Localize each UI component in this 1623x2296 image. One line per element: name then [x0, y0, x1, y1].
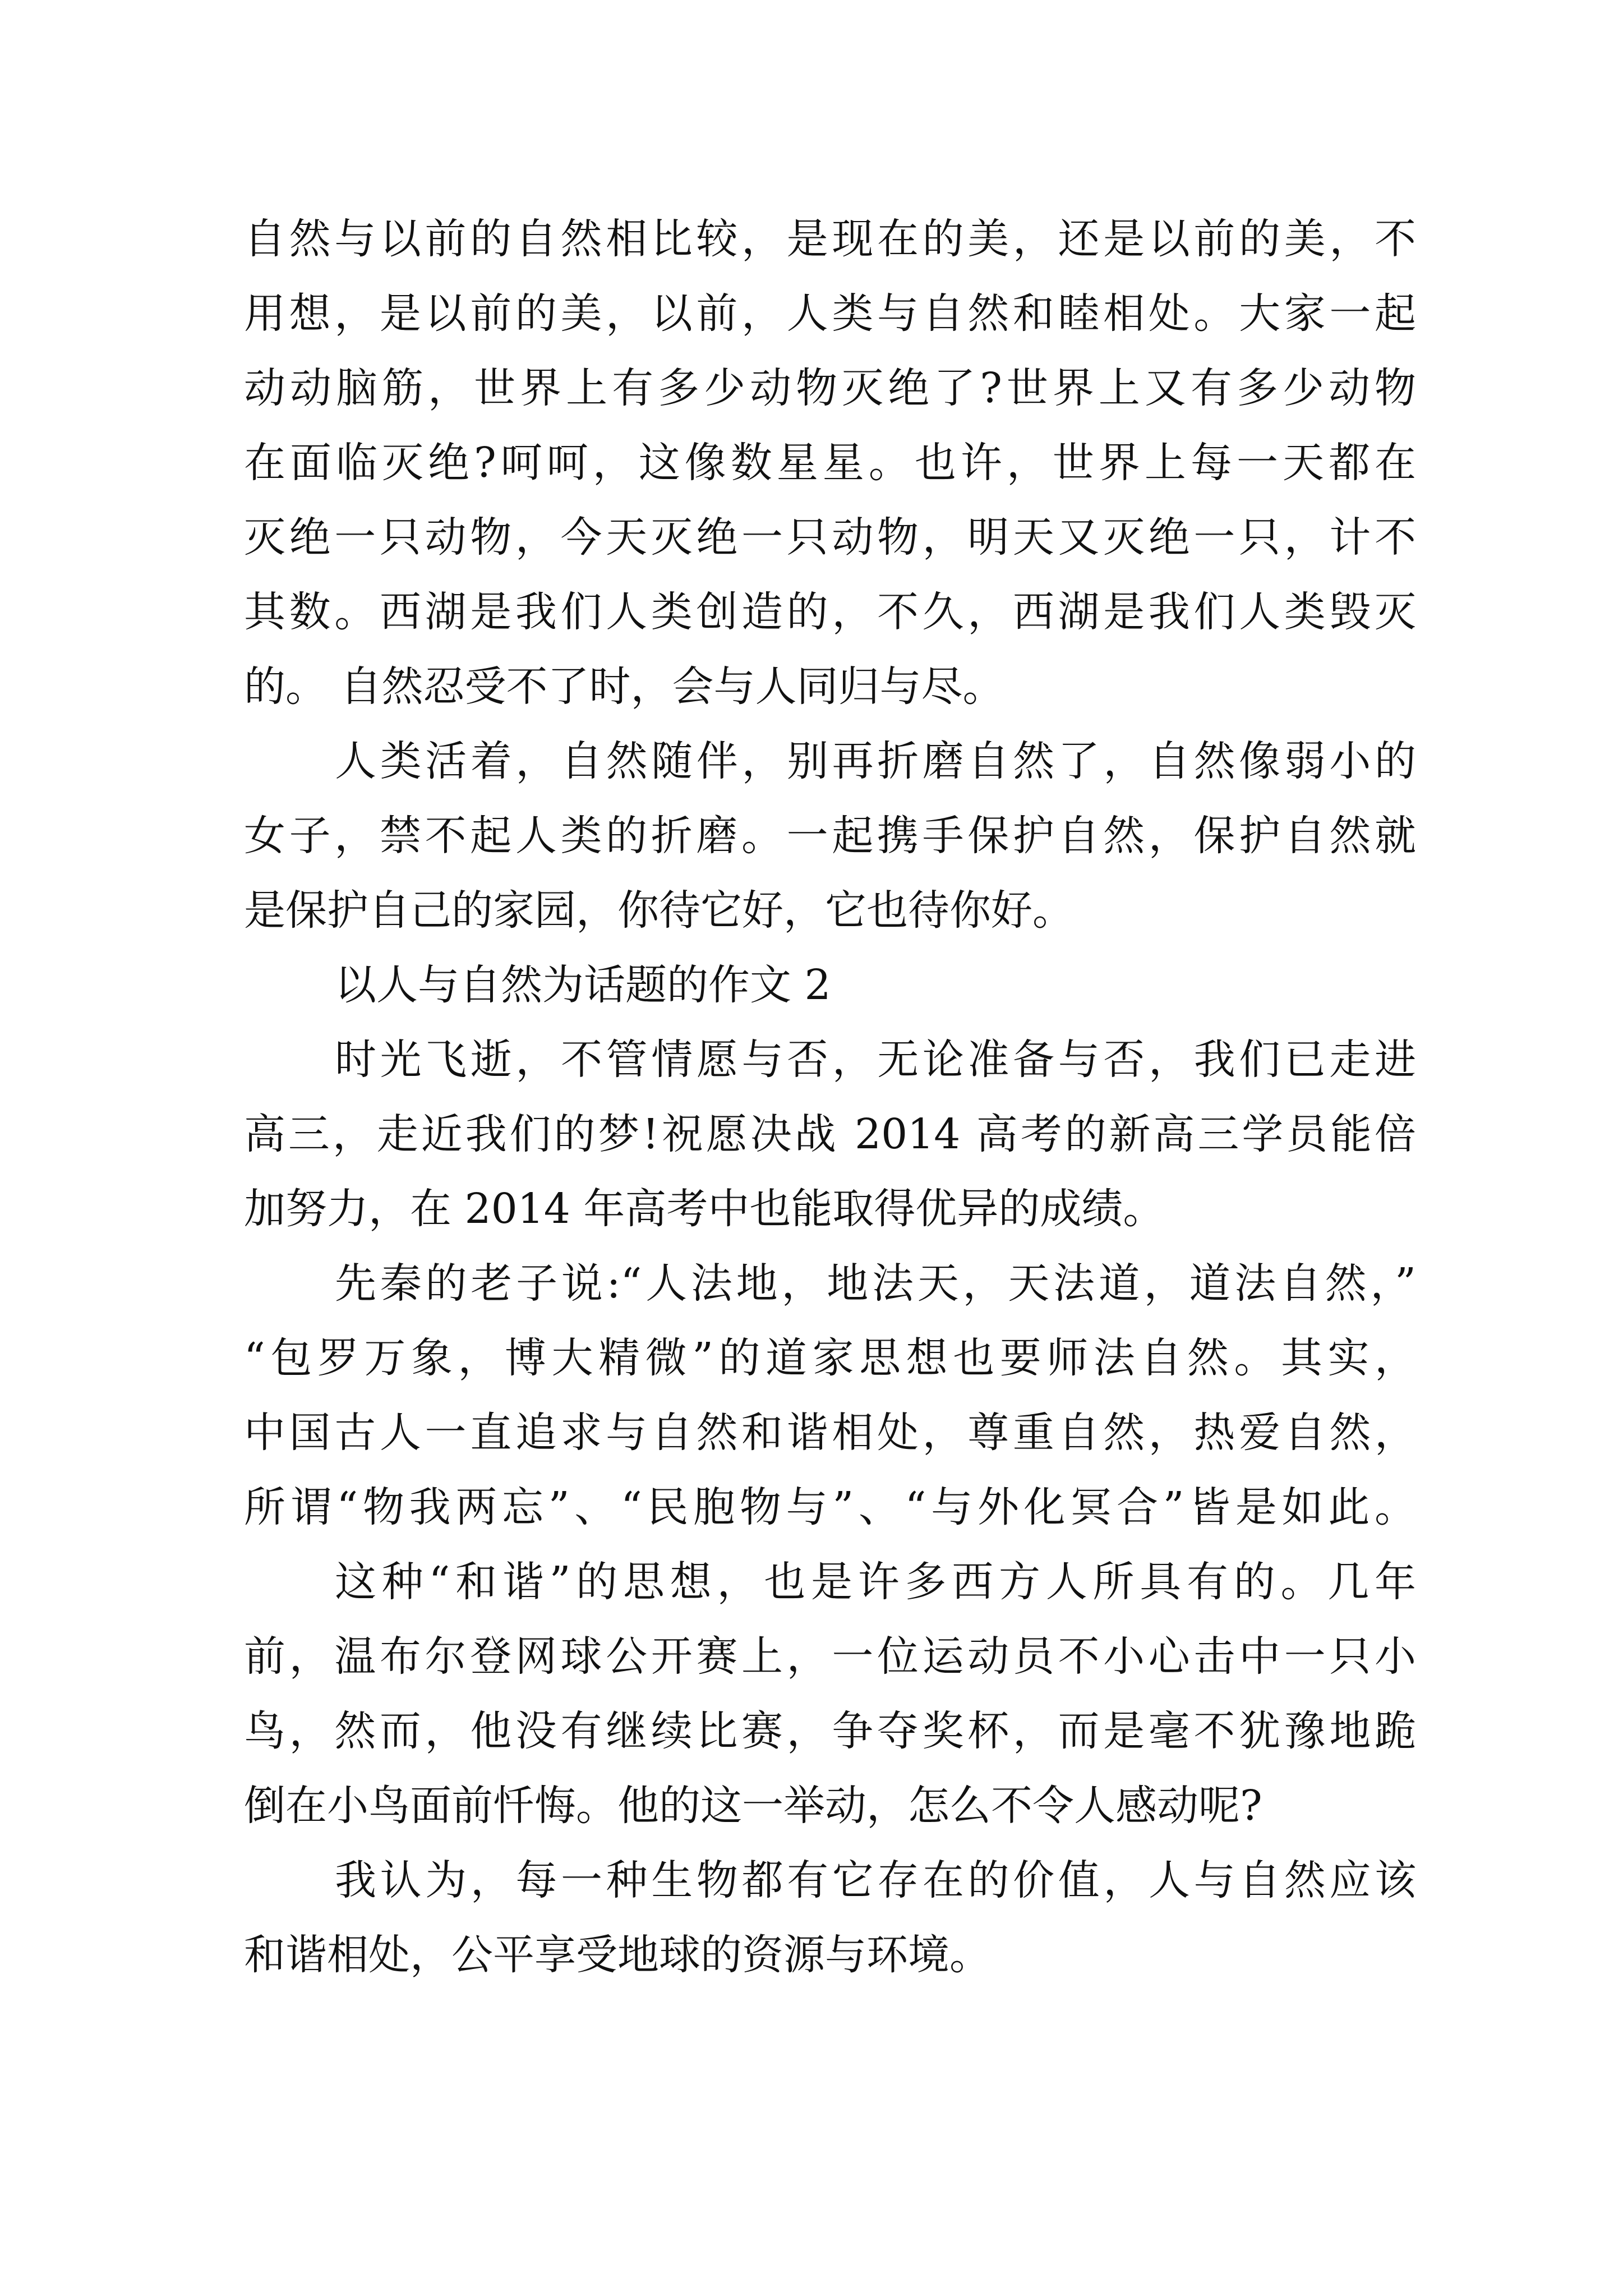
text-line: 中国古人一直追求与自然和谐相处，尊重自然，热爱自然， [244, 1409, 1416, 1457]
text-line: 在面临灭绝?呵呵，这像数星星。也许，世界上每一天都在 [244, 439, 1416, 487]
text-line: 加努力，在 2014 年高考中也能取得优异的成绩。 [244, 1185, 1165, 1233]
text-line: 以人与自然为话题的作文 2 [335, 961, 831, 1009]
text-line: 高三，走近我们的梦!祝愿决战 2014 高考的新高三学员能倍 [244, 1110, 1416, 1158]
text-line: “包罗万象，博大精微”的道家思想也要师法自然。其实， [244, 1334, 1416, 1382]
text-line: 女子，禁不起人类的折磨。一起携手保护自然，保护自然就 [244, 812, 1416, 860]
essay-body [244, 202, 1416, 1993]
text-line: 用想，是以前的美，以前，人类与自然和睦相处。大家一起 [244, 289, 1416, 338]
text-line: 所谓“物我两忘”、“民胞物与”、“与外化冥合”皆是如此。 [244, 1483, 1416, 1531]
text-line: 时光飞逝，不管情愿与否，无论准备与否，我们已走进 [335, 1036, 1416, 1084]
text-line: 鸟，然而，他没有继续比赛，争夺奖杯，而是毫不犹豫地跪 [244, 1707, 1416, 1755]
text-line: 动动脑筋，世界上有多少动物灭绝了?世界上又有多少动物 [244, 364, 1416, 412]
text-line: 倒在小鸟面前忏悔。他的这一举动，怎么不令人感动呢? [244, 1782, 1262, 1830]
text-line: 这种“和谐”的思想，也是许多西方人所具有的。几年 [335, 1558, 1416, 1606]
text-line: 和谐相处，公平享受地球的资源与环境。 [244, 1931, 991, 1979]
text-line: 前，温布尔登网球公开赛上，一位运动员不小心击中一只小 [244, 1632, 1416, 1681]
text-line: 先秦的老子说:“人法地，地法天，天法道，道法自然，” [335, 1259, 1416, 1308]
text-line: 自然与以前的自然相比较，是现在的美，还是以前的美，不 [244, 215, 1416, 263]
text-line: 是保护自己的家园，你待它好，它也待你好。 [244, 886, 1074, 935]
text-line: 我认为，每一种生物都有它存在的价值，人与自然应该 [335, 1856, 1416, 1904]
text-line: 的。 自然忍受不了时，会与人同归与尽。 [244, 662, 1004, 711]
text-line: 其数。西湖是我们人类创造的，不久，西湖是我们人类毁灭 [244, 588, 1416, 636]
text-line: 人类活着，自然随伴，别再折磨自然了，自然像弱小的 [335, 737, 1416, 785]
text-line: 灭绝一只动物，今天灭绝一只动物，明天又灭绝一只，计不 [244, 513, 1416, 562]
